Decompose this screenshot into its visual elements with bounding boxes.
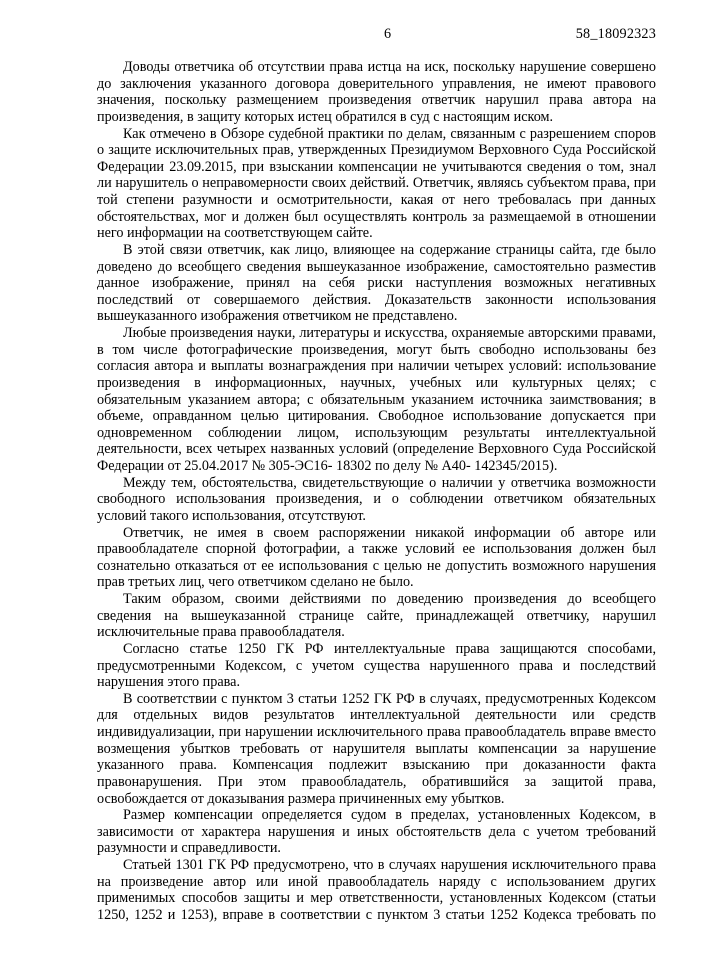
paragraph: Как отмечено в Обзоре судебной практики по делам, связанным с разрешением споров о защите исключительных прав, утвержденных Президиумом Верховного Суда Российской Федерации 23.09.2015, при взыскании компенсации не учитываются сведения о том, знал ли нарушитель о неправомерности своих действий. Ответчик, являясь субъектом права, при той степени разумности и осмотрительности, какая от него требовалась при данных обстоятельствах, мог и должен был осуществлять контроль за размещаемой в отношении него информации на соответствующем сайте. [97,125,656,242]
paragraph: Между тем, обстоятельства, свидетельствующие о наличии у ответчика возможности свободного использования произведения, и о соблюдении ответчиком обязательных условий такого использования, отсутствуют. [97,474,656,524]
paragraph: В соответствии с пунктом 3 статьи 1252 ГК РФ в случаях, предусмотренных Кодексом для отдельных видов результатов интеллектуальной деятельности или средств индивидуализации, при нарушении исключительного права правообладатель вправе вместо возмещения убытков требовать от нарушителя выплаты компенсации за нарушение указанного права. Компенсация подлежит взысканию при доказанности факта правонарушения. При этом правообладатель, обратившийся за защитой права, освобождается от доказывания размера причиненных ему убытков. [97,690,656,807]
page-header [97,26,656,44]
paragraph: В этой связи ответчик, как лицо, влияющее на содержание страницы сайта, где было доведено до всеобщего сведения вышеуказанное изображение, самостоятельно разместив данное изображение, принял на себя риски наступления возможных негативных последствий от совершаемого действия. Доказательств законности использования вышеуказанного изображения ответчиком не представлено. [97,241,656,325]
paragraph: Таким образом, своими действиями по доведению произведения до всеобщего сведения на вышеуказанной странице сайте, принадлежащей ответчику, нарушил исключительные права правообладателя. [97,591,656,641]
paragraph: Любые произведения науки, литературы и искусства, охраняемые авторскими правами, в том числе фотографические произведения, могут быть свободно использованы без согласия автора и выплаты вознаграждения при наличии четырех условий: использование произведения в информационных, научных, учебных или культурных целях; с обязательным указанием автора; с обязательным указанием источника заимствования; в объеме, оправданном целью цитирования. Свободное использование допускается при одновременном соблюдении лицом, использующим результаты интеллектуальной деятельности, всех четырех названных условий (определение Верховного Суда Российской Федерации от 25.04.2017 № 305-ЭС16- 18302 по делу № А40- 142345/2015). [97,325,656,474]
paragraph: Размер компенсации определяется судом в пределах, установленных Кодексом, в зависимости от характера нарушения и иных обстоятельств дела с учетом требований разумности и справедливости. [97,807,656,857]
paragraph: Ответчик, не имея в своем распоряжении никакой информации об авторе или правообладателе спорной фотографии, а также условий ее использования должен был сознательно отказаться от ее использования с целью не допустить возможного нарушения прав третьих лиц, чего ответчиком сделано не было. [97,524,656,591]
page-number: 6 [383,26,392,42]
paragraph: Доводы ответчика об отсутствии права истца на иск, поскольку нарушение совершено до заключения указанного договора доверительного управления, не имеют правового значения, поскольку размещением произведения ответчик нарушил права автора на произведения, в защиту которых истец обратился в суд с настоящим иском. [97,59,656,125]
paragraph: Согласно статье 1250 ГК РФ интеллектуальные права защищаются способами, предусмотренными Кодексом, с учетом существа нарушенного права и последствий нарушения этого права. [97,640,656,691]
paragraph: Статьей 1301 ГК РФ предусмотрено, что в случаях нарушения исключительного права на произведение автор или иной правообладатель наряду с использованием других применимых способов защиты и мер ответственности, установленных Кодексом (статьи 1250, 1252 и 1253), вправе в соответствии с пунктом 3 статьи 1252 Кодекса требовать по [97,857,656,923]
document-body [97,59,656,924]
document-number: 58_18092323 [575,26,656,42]
